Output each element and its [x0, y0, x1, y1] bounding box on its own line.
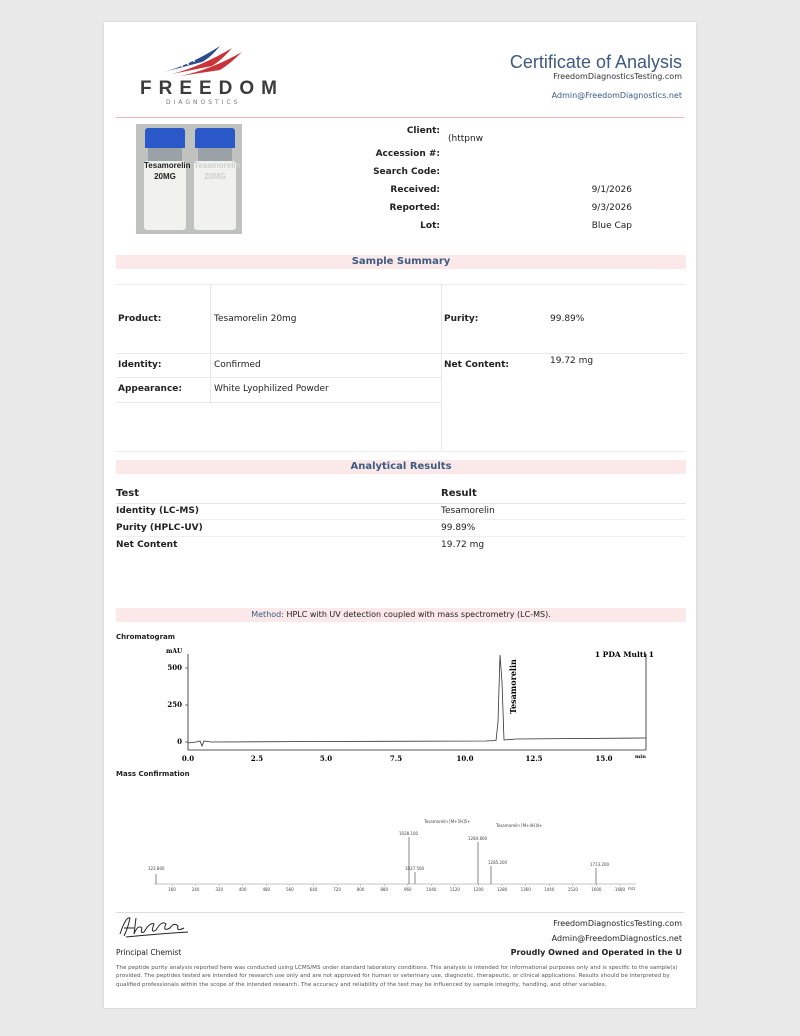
mass-spectrum-chart [116, 802, 686, 898]
info-client: Client: (httpnw [406, 126, 484, 144]
method-band [116, 608, 686, 622]
chromatogram-y-tick: 0 [177, 737, 182, 746]
chromatogram-peak-label: Tesamorelin [508, 659, 518, 714]
sample-summary-table [116, 284, 686, 450]
chromatogram-trace [188, 655, 646, 746]
brand-sub: DIAGNOSTICS [166, 99, 241, 106]
brand-logo: FREEDOM [140, 78, 284, 99]
footer-tagline: Proudly Owned and Operated in the U [510, 948, 682, 957]
results-divider [116, 503, 686, 504]
result-row-value: 99.89% [441, 523, 476, 533]
appearance-value: White Lyophilized Powder [214, 384, 329, 394]
chromatogram-detector: 1 PDA Multi 1 [594, 650, 654, 659]
footer-divider [116, 912, 684, 913]
footer-website[interactable]: FreedomDiagnosticsTesting.com [553, 919, 682, 928]
chromatogram-x-tick: 0.0 [181, 754, 195, 763]
mass-x-tick: 880 [380, 887, 389, 892]
net-content-label: Net Content: [444, 360, 509, 370]
product-value: Tesamorelin 20mg [214, 314, 297, 324]
mass-x-tick: 1040 [426, 887, 437, 892]
header-website[interactable]: FreedomDiagnosticsTesting.com [553, 72, 682, 81]
result-row-test: Net Content [116, 540, 178, 550]
sample-summary-heading: Sample Summary [116, 255, 686, 269]
mass-x-unit: m/z [628, 886, 636, 891]
mass-x-tick: 160 [168, 887, 176, 892]
vial-b [194, 128, 241, 230]
method-text: HPLC with UV detection coupled with mass spectrometry (LC-MS). [286, 610, 551, 619]
results-col-result: Result [441, 488, 477, 499]
chromatogram-x-tick: 7.5 [389, 754, 403, 763]
mass-peak-label: 1028.100 [399, 831, 419, 836]
mass-x-tick: 1440 [544, 887, 555, 892]
mass-x-tick: 640 [309, 887, 318, 892]
mass-peak-label: 1284.800 [468, 836, 488, 841]
mass-x-tick: 960 [403, 887, 412, 892]
signature [116, 912, 196, 942]
info-received: Received: 9/1/2026 [390, 185, 632, 195]
header-divider [116, 117, 684, 118]
chromatogram-y-tick: 500 [167, 663, 182, 672]
mass-peaks [156, 837, 596, 884]
mass-x-tick: 400 [238, 887, 247, 892]
purity-label: Purity: [444, 314, 479, 324]
vial-a [144, 128, 191, 230]
info-reported: Reported: 9/3/2026 [389, 203, 632, 213]
mass-peak-label: 1285.200 [488, 860, 508, 865]
result-row-test: Identity (LC-MS) [116, 506, 199, 516]
signer-title: Principal Chemist [116, 948, 182, 957]
mass-x-tick: 1200 [473, 887, 484, 892]
mass-x-tick: 1520 [567, 887, 578, 892]
chromatogram-y-unit: mAU [166, 648, 183, 655]
result-row-value: Tesamorelin [441, 506, 495, 516]
chromatogram-x-tick: 5.0 [319, 754, 333, 763]
chromatogram-x-tick: 15.0 [595, 754, 613, 763]
mass-x-tick: 1360 [520, 887, 531, 892]
results-col-test: Test [116, 488, 140, 499]
certificate-sheet [104, 22, 696, 1008]
mass-x-tick: 320 [215, 887, 224, 892]
purity-value: 99.89% [550, 314, 585, 324]
chromatogram-y-tick: 250 [167, 700, 182, 709]
info-lot: Lot: Blue Cap [420, 221, 632, 231]
mass-peak-label: 1713.200 [590, 862, 610, 867]
mass-x-ticks [168, 884, 625, 892]
product-label: Product: [118, 314, 162, 324]
chromatogram-x-tick: 2.5 [250, 754, 264, 763]
mass-x-tick: 720 [333, 887, 341, 892]
info-accession: Accession #: [375, 149, 440, 159]
chromatogram-x-unit: min [635, 754, 646, 760]
header-email[interactable]: Admin@FreedomDiagnostics.net [551, 91, 682, 100]
mass-heading: Mass Confirmation [116, 770, 190, 778]
flag-swoosh-icon [162, 42, 244, 78]
mass-x-tick: 560 [286, 887, 294, 892]
mass-peak-label: 1027.500 [405, 866, 425, 871]
chromatogram-x-tick: 12.5 [525, 754, 543, 763]
chromatogram-heading: Chromatogram [116, 633, 176, 641]
vial-b-label: Tesamorelin 20MG [194, 161, 241, 181]
disclaimer-text: The peptide purity analysis reported here was conducted using LCMS/MS under standard laboratory conditions. This analysis is intended for informational purposes only and is specific to the sample(s) provided. The peptides tested are intended for research use only and are not approved for human or veterinary use, diagnostic, therapeutic, or clinical applications. Results should be interpreted by qualified professionals within the scope of the intended research. The accuracy and reliability of the test may be influenced by sample integrity, handling, and other variables. [116, 965, 678, 988]
info-search-code: Search Code: [373, 167, 440, 177]
mass-peak-label: 122.800 [148, 866, 165, 871]
vial-a-label: Tesamorelin 20MG [144, 161, 191, 181]
chromatogram-x-tick: 10.0 [456, 754, 474, 763]
identity-value: Confirmed [214, 360, 261, 370]
mass-x-tick: 800 [356, 887, 365, 892]
sample-photo [136, 124, 242, 234]
page-title: Certificate of Analysis [509, 52, 682, 72]
mass-x-tick: 1680 [614, 887, 626, 892]
mass-x-tick: 1120 [449, 887, 460, 892]
mass-annotation: Tesamorelin [M+4H]4+ [496, 823, 543, 828]
mass-x-tick: 480 [262, 887, 271, 892]
analytical-results-heading: Analytical Results [116, 460, 686, 474]
result-row-value: 19.72 mg [441, 540, 485, 550]
method-label: Method: [251, 610, 284, 619]
appearance-label: Appearance: [118, 384, 182, 394]
identity-label: Identity: [118, 360, 162, 370]
mass-annotation: Tesamorelin [M+5H]5+ [424, 819, 471, 824]
mass-x-tick: 1600 [591, 887, 602, 892]
mass-x-tick: 240 [191, 887, 200, 892]
net-content-value: 19.72 mg [550, 356, 594, 366]
result-row-test: Purity (HPLC-UV) [116, 523, 203, 533]
chromatogram-chart [116, 642, 686, 774]
footer-email[interactable]: Admin@FreedomDiagnostics.net [551, 934, 682, 943]
mass-x-tick: 1280 [497, 887, 508, 892]
